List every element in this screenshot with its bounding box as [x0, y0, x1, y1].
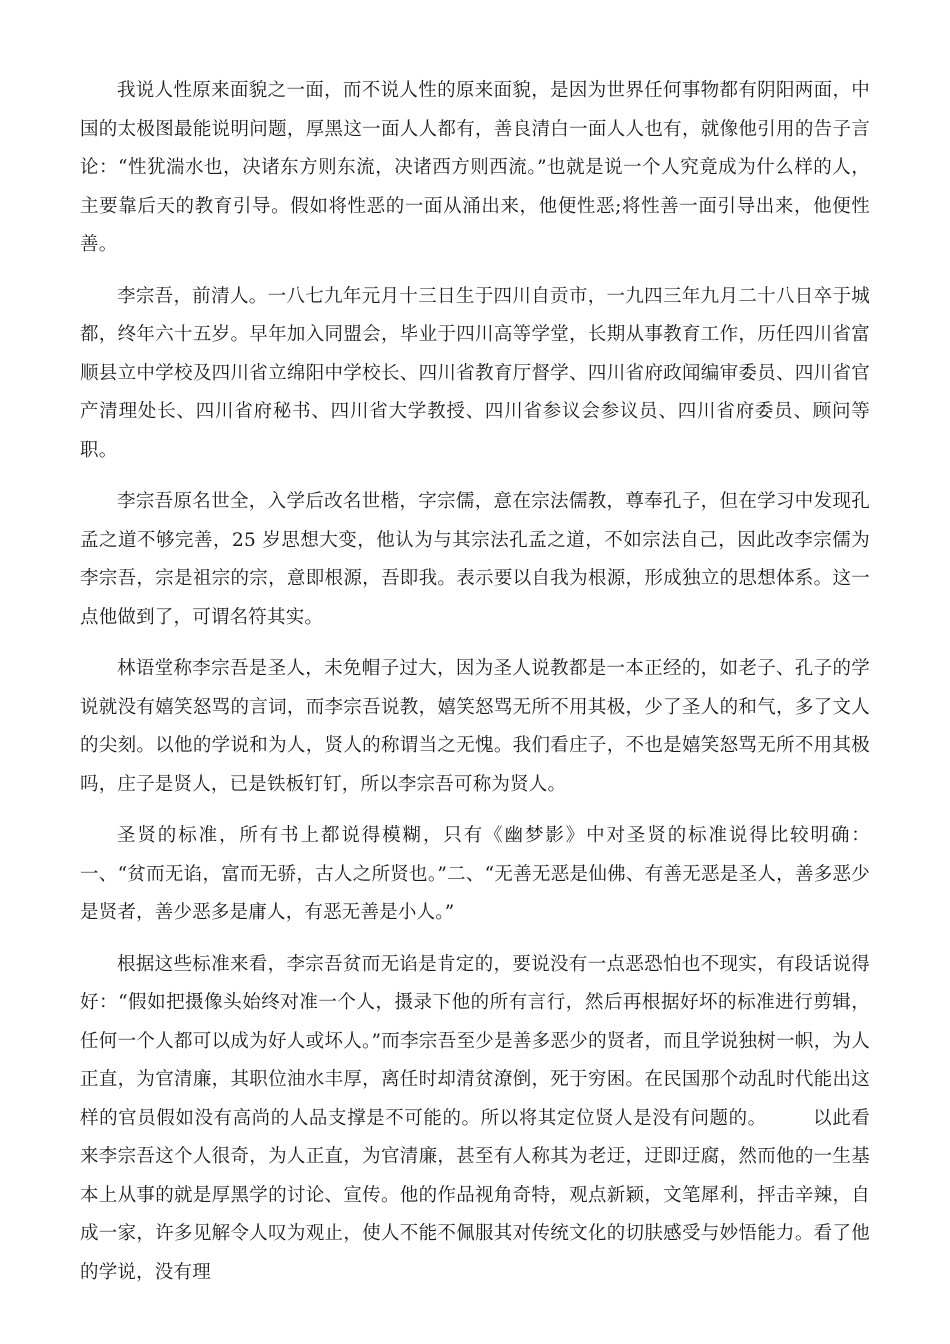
- paragraph-sage-or-worthy: 林语堂称李宗吾是圣人，未免帽子过大，因为圣人说教都是一本正经的，如老子、孔子的学说就没有嬉笑怒骂的言词，而李宗吾说教，嬉笑怒骂无所不用其极，少了圣人的和气，多了文人的尖刻。以他的学说和为人，贤人的称谓当之无愧。我们看庄子，不也是嬉笑怒骂无所不用其极吗，庄子是贤人，已是铁板钉钉，所以李宗吾可称为贤人。: [80, 658, 870, 795]
- paragraph-human-nature: 我说人性原来面貌之一面，而不说人性的原来面貌，是因为世界任何事物都有阴阳两面，中国的太极图最能说明问题，厚黑这一面人人都有，善良清白一面人人也有，就像他引用的告子言论：“性犹湍水也，决诸东方则东流，决诸西方则西流。”也就是说一个人究竟成为什么样的人，主要靠后天的教育引导。假如将性恶的一面从涌出来，他便性恶;将性善一面引导出来，他便性善。: [80, 80, 870, 255]
- paragraph-conclusion: [80, 946, 870, 1293]
- paragraph-conclusion-part2: 以此看来李宗吾这个人很奇，为人正直，为官清廉，甚至有人称其为老迂，迂即迂腐，然而他的一生基本上从事的就是厚黑学的讨论、宣传。他的作品视角奇特，观点新颖，文笔犀利，抨击辛辣，自成一家，许多见解令人叹为观止，使人不能不佩服其对传统文化的切肤感受与妙悟能力。看了他的学说，没有理: [80, 1107, 870, 1283]
- paragraph-conclusion-part1: 根据这些标准来看，李宗吾贫而无谄是肯定的，要说没有一点恶恐怕也不现实，有段话说得好：“假如把摄像头始终对准一个人，摄录下他的所有言行，然后再根据好坏的标准进行剪辑，任何一个人都可以成为好人或坏人。”而李宗吾至少是善多恶少的贤者，而且学说独树一帜，为人正直，为官清廉，其职位油水丰厚，离任时却清贫潦倒，死于穷困。在民国那个动乱时代能出这样的官员假如没有高尚的人品支撑是不可能的。所以将其定位贤人是没有问题的。: [80, 953, 870, 1129]
- document-page: [80, 72, 870, 1305]
- paragraph-sage-standards: 圣贤的标准，所有书上都说得模糊，只有《幽梦影》中对圣贤的标准说得比较明确：一、“贫而无谄，富而无骄，古人之所贤也。”二、“无善无恶是仙佛、有善无恶是圣人，善多恶少是贤者，善少恶多是庸人，有恶无善是小人。”: [80, 825, 870, 923]
- paragraph-biography: 李宗吾，前清人。一八七九年元月十三日生于四川自贡市，一九四三年九月二十八日卒于城都，终年六十五岁。早年加入同盟会，毕业于四川高等学堂，长期从事教育工作，历任四川省富顺县立中学校及四川省立绵阳中学校长、四川省教育厅督学、四川省府政闻编审委员、四川省官产清理处长、四川省府秘书、四川省大学教授、四川省参议会参议员、四川省府委员、顾问等职。: [80, 285, 870, 461]
- paragraph-name-origin: 李宗吾原名世全，入学后改名世楷，字宗儒，意在宗法儒教，尊奉孔子，但在学习中发现孔孟之道不够完善，25 岁思想大变，他认为与其宗法孔孟之道，不如宗法自己，因此改李宗儒为李宗吾，宗是祖宗的宗，意即根源，吾即我。表示要以自我为根源，形成独立的思想体系。这一点他做到了，可谓名符其实。: [80, 491, 870, 628]
